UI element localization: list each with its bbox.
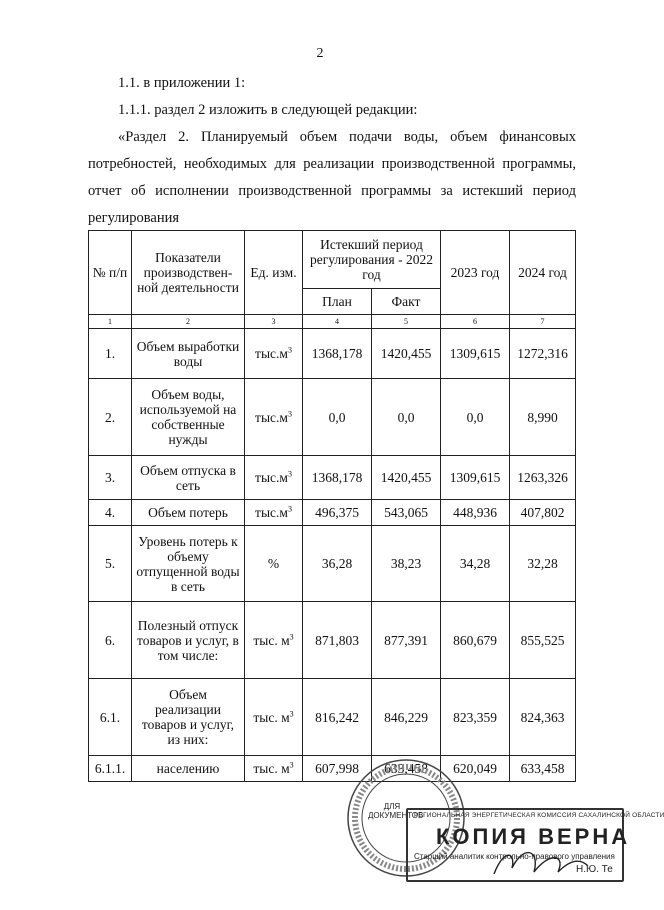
- row-no: 3.: [89, 456, 132, 500]
- header-plan: План: [303, 289, 372, 315]
- row-unit: $тыс.м^3$: [245, 456, 303, 500]
- row-plan: 871,803: [303, 602, 372, 679]
- header-past-period: Истекший период регулирования - 2022 год: [303, 231, 441, 289]
- row-2024: 633,458: [510, 756, 576, 782]
- row-2023: 448,936: [441, 500, 510, 526]
- stamp-signer-name: Н.Ю. Те: [576, 864, 613, 875]
- table-row: [89, 526, 576, 602]
- paragraph-2: 1.1.1. раздел 2 изложить в следующей редакции:: [118, 102, 418, 118]
- header-indicator: Показатели производствен-ной деятельности: [132, 231, 245, 315]
- row-unit: $тыс.м^3$: [245, 329, 303, 379]
- col-number: 4: [303, 315, 372, 329]
- table-row: [89, 602, 576, 679]
- table-row: [89, 679, 576, 756]
- row-no: 6.1.: [89, 679, 132, 756]
- row-fact: 633,458: [372, 756, 441, 782]
- paragraph-3-text: «Раздел 2. Планируемый объем подачи воды, объем финансовых потребностей, необходимых для реализации производственной программы, отчет об исполнении производственной программы за истекший период регулирования: [88, 129, 576, 226]
- stamp-position: Старший аналитик контрольно-правового управления: [414, 852, 615, 861]
- row-plan: 1368,178: [303, 329, 372, 379]
- header-fact: Факт: [372, 289, 441, 315]
- paragraph-3: [88, 124, 576, 232]
- row-fact: 1420,455: [372, 456, 441, 500]
- row-plan: 607,998: [303, 756, 372, 782]
- row-indicator: Объем реализации товаров и услуг, из них:: [132, 679, 245, 756]
- col-number: 3: [245, 315, 303, 329]
- row-no: 6.: [89, 602, 132, 679]
- stamp-doc-label: ДЛЯ ДОКУМЕНТОВ: [368, 802, 424, 820]
- row-unit: тыс. $м^3$: [245, 756, 303, 782]
- header-2024: 2024 год: [510, 231, 576, 315]
- table-row: [89, 456, 576, 500]
- production-table: [88, 230, 576, 782]
- row-plan: 1368,178: [303, 456, 372, 500]
- table-row: [89, 329, 576, 379]
- row-fact: 846,229: [372, 679, 441, 756]
- table-row: [89, 379, 576, 456]
- row-indicator: Объем потерь: [132, 500, 245, 526]
- row-2023: 1309,615: [441, 456, 510, 500]
- row-unit: тыс. $м^3$: [245, 679, 303, 756]
- col-number: 5: [372, 315, 441, 329]
- row-2024: 1272,316: [510, 329, 576, 379]
- stamp-copy-title: КОПИЯ ВЕРНА: [436, 824, 631, 849]
- row-2024: 824,363: [510, 679, 576, 756]
- row-fact: 543,065: [372, 500, 441, 526]
- row-2023: 1309,615: [441, 329, 510, 379]
- column-numbers-row: [89, 315, 576, 329]
- row-no: 1.: [89, 329, 132, 379]
- header-2023: 2023 год: [441, 231, 510, 315]
- row-2023: 0,0: [441, 379, 510, 456]
- row-plan: 816,242: [303, 679, 372, 756]
- col-number: 6: [441, 315, 510, 329]
- row-indicator: Объем выработки воды: [132, 329, 245, 379]
- paragraph-1: 1.1. в приложении 1:: [118, 75, 246, 91]
- row-no: 4.: [89, 500, 132, 526]
- row-2023: 620,049: [441, 756, 510, 782]
- signature-icon: [344, 756, 626, 884]
- row-plan: 36,28: [303, 526, 372, 602]
- row-no: 2.: [89, 379, 132, 456]
- row-2024: 855,525: [510, 602, 576, 679]
- col-number: 2: [132, 315, 245, 329]
- row-2023: 860,679: [441, 602, 510, 679]
- row-fact: 38,23: [372, 526, 441, 602]
- row-fact: 0,0: [372, 379, 441, 456]
- row-no: 5.: [89, 526, 132, 602]
- row-no: 6.1.1.: [89, 756, 132, 782]
- row-2023: 823,359: [441, 679, 510, 756]
- header-no: № п/п: [89, 231, 132, 315]
- row-unit: $тыс.м^3$: [245, 379, 303, 456]
- row-2024: 8,990: [510, 379, 576, 456]
- row-2024: 1263,326: [510, 456, 576, 500]
- row-indicator: населению: [132, 756, 245, 782]
- row-fact: 877,391: [372, 602, 441, 679]
- row-unit: $тыс.м^3$: [245, 500, 303, 526]
- col-number: 7: [510, 315, 576, 329]
- row-2024: 407,802: [510, 500, 576, 526]
- certification-stamp: [344, 756, 664, 884]
- row-unit: тыс. $м^3$: [245, 602, 303, 679]
- row-plan: 0,0: [303, 379, 372, 456]
- row-2024: 32,28: [510, 526, 576, 602]
- row-unit: %: [245, 526, 303, 602]
- row-indicator: Объем отпуска в сеть: [132, 456, 245, 500]
- stamp-organization: РЕГИОНАЛЬНАЯ ЭНЕРГЕТИЧЕСКАЯ КОМИССИЯ САХАЛИНСКОЙ ОБЛАСТИ: [414, 812, 664, 819]
- col-number: 1: [89, 315, 132, 329]
- table-row: [89, 500, 576, 526]
- row-indicator: Объем воды, используемой на собственные нужды: [132, 379, 245, 456]
- row-2023: 34,28: [441, 526, 510, 602]
- page-number: 2: [316, 46, 324, 61]
- row-indicator: Уровень потерь к объему отпущенной воды в сеть: [132, 526, 245, 602]
- header-unit: Ед. изм.: [245, 231, 303, 315]
- row-indicator: Полезный отпуск товаров и услуг, в том числе:: [132, 602, 245, 679]
- row-fact: 1420,455: [372, 329, 441, 379]
- row-plan: 496,375: [303, 500, 372, 526]
